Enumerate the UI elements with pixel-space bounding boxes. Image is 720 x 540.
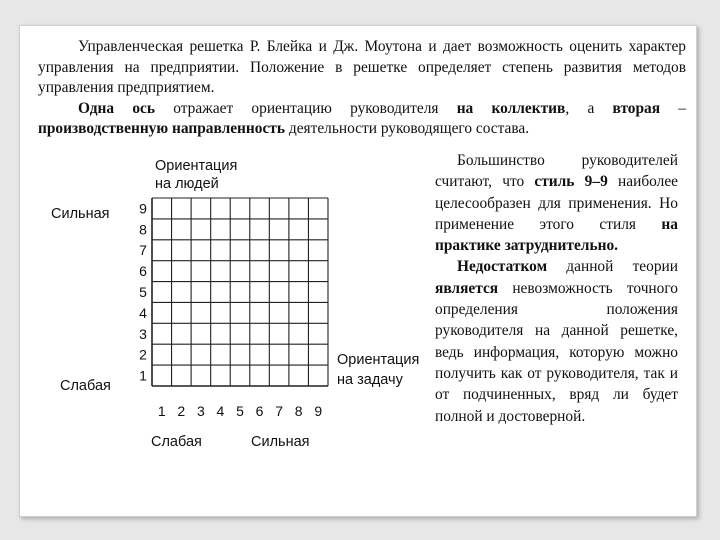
- style-9-9-bold: стиль 9–9: [534, 173, 608, 191]
- y-tick-label: 3: [139, 325, 147, 342]
- x-axis-title-line2: на задачу: [337, 372, 403, 388]
- y-tick-label: 8: [139, 221, 147, 238]
- production-bold: производственную направленность: [38, 120, 286, 138]
- x-tick-label: 8: [294, 403, 303, 419]
- x-high-label: Сильная: [251, 434, 310, 450]
- right-p1-text1: Большинство руководителей считают, что: [435, 152, 678, 191]
- intro-p1-text: Управленческая решетка Р. Блейка и Дж. Моутона и дает возможность оценить характер управления на предприятии. Положение в решетке определяет степень развития методов управления предприятием.: [38, 38, 686, 97]
- y-tick-label: 2: [139, 346, 147, 363]
- one-axis-bold: Одна ось: [78, 99, 156, 117]
- right-paragraph-2: [435, 256, 678, 426]
- grid-svg: [20, 26, 440, 516]
- right-text: [435, 150, 678, 427]
- y-low-label: Слабая: [60, 378, 111, 394]
- y-high-label: Сильная: [51, 206, 110, 222]
- intro-p2-text3: –: [660, 99, 687, 117]
- y-tick-label: 7: [139, 242, 147, 259]
- x-tick-label: 2: [177, 403, 186, 419]
- x-tick-label: 4: [216, 403, 225, 419]
- slide: [19, 25, 697, 517]
- drawback-bold: Недостатком: [457, 258, 548, 276]
- right-p2-text1: данной теории: [547, 258, 678, 276]
- y-axis-title-line2: на людей: [155, 176, 219, 192]
- intro-p2-text4: деятельности руководящего состава.: [285, 120, 530, 138]
- y-tick-label: 1: [139, 367, 147, 384]
- right-p2-text2: невозможность точного определения положения руководителя на данной решетке, ведь информация, которую можно получить как от руководителя, так и от подчиненных, вряд ли будет полной и достоверной.: [435, 279, 678, 425]
- x-low-label: Слабая: [151, 434, 202, 450]
- is-bold: является: [435, 279, 499, 297]
- x-tick-label: 1: [157, 403, 166, 419]
- x-axis-title-line1: Ориентация: [337, 352, 420, 368]
- intro-p2-text2: , а: [565, 99, 613, 117]
- in-practice-bold: на практике затруднительно.: [435, 215, 678, 255]
- y-tick-label: 5: [139, 284, 147, 300]
- right-p1-text2: наиболее целесообразен для применения. Но применение этого стиля: [435, 173, 678, 233]
- y-tick-label: 6: [139, 263, 147, 280]
- x-tick-label: 6: [255, 403, 264, 419]
- x-tick-label: 5: [236, 403, 244, 419]
- y-tick-label: 9: [139, 200, 147, 217]
- second-bold: вторая: [612, 99, 661, 117]
- x-tick-label: 7: [275, 403, 284, 419]
- intro-p2-text1: отражает ориентацию руководителя: [155, 99, 457, 117]
- managerial-grid-diagram: [20, 26, 440, 516]
- y-tick-label: 4: [139, 304, 147, 321]
- y-axis-title-line1: Ориентация: [155, 158, 238, 174]
- team-bold: на коллектив: [456, 99, 566, 117]
- right-paragraph-1: [435, 150, 678, 256]
- x-tick-label: 9: [314, 403, 323, 419]
- x-tick-label: 3: [196, 403, 205, 419]
